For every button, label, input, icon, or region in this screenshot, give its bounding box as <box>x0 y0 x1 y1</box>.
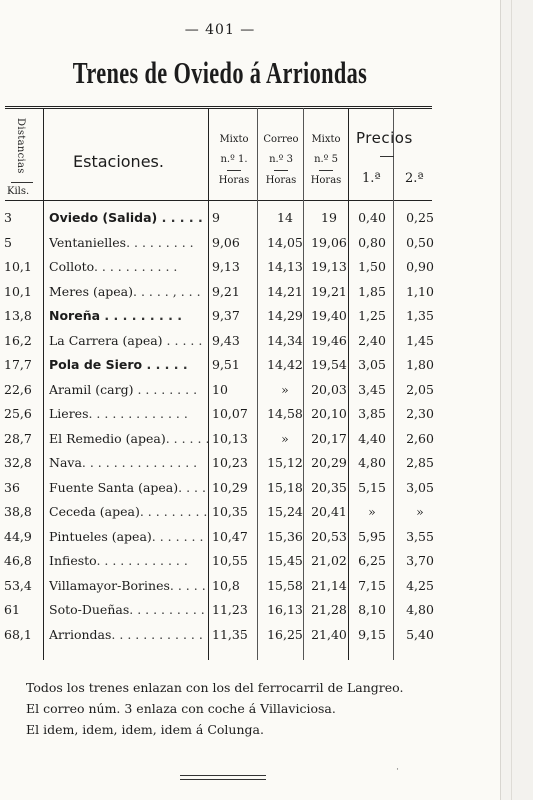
correo-3-time: 14,29 <box>267 308 303 323</box>
second-class-price: 0,25 <box>406 210 434 225</box>
correo-3-time: 14,34 <box>267 332 303 348</box>
station-name: Villamayor-Borines <box>49 577 170 593</box>
mixto-5-time: 20,29 <box>311 455 347 470</box>
distance-cell: 16,2 <box>4 332 32 348</box>
page-title: Trenes de Oviedo á Arriondas <box>72 55 368 90</box>
mixto-5-time: 20,10 <box>311 406 347 421</box>
leader-dots: . . . . . . . . . . . . <box>111 626 203 642</box>
footnote: El idem, idem, idem, idem á Colunga. <box>26 722 264 737</box>
station-cell <box>49 549 209 573</box>
correo-3-time: 16,13 <box>267 602 303 617</box>
correo-3-time: 15,45 <box>267 553 303 568</box>
table-row <box>0 402 500 426</box>
leader-dots: . . . . . . . . . . . . . . . <box>81 455 198 470</box>
correo-3-time: 14,05 <box>267 234 303 250</box>
table-row <box>0 451 500 475</box>
mixto-5-time: 19,13 <box>311 259 347 274</box>
first-class-price: 6,25 <box>358 553 386 568</box>
station-cell <box>49 525 209 549</box>
station-cell <box>49 402 209 426</box>
header-dash <box>319 170 333 171</box>
correo-3-time: 14 <box>277 210 293 225</box>
station-name: Infiesto <box>49 553 97 568</box>
first-class-price: 1,50 <box>358 259 386 274</box>
first-class-price: 3,45 <box>358 381 386 397</box>
leader-dots: . . . . . . . . . <box>104 308 182 323</box>
station-cell <box>49 353 209 377</box>
table-row <box>0 280 500 304</box>
station-name: Ceceda (apea) <box>49 504 140 519</box>
decorative-rule <box>180 775 266 780</box>
mixto-1-time: 9,37 <box>212 308 240 323</box>
leader-dots: . . . . . . . <box>151 528 204 544</box>
correo-3-time: 15,36 <box>267 528 303 544</box>
correo-3-time: 16,25 <box>267 626 303 642</box>
mixto-1-time: 9,21 <box>212 283 240 299</box>
first-class-price: 3,85 <box>358 406 386 421</box>
station-name: Pintueles (apea) <box>49 528 152 544</box>
mixto-5-time: 19,21 <box>311 283 347 299</box>
mixto-5-time: 21,40 <box>311 626 347 642</box>
leader-dots: . . . . . . . . . <box>139 504 208 519</box>
first-class-price: 5,95 <box>358 528 386 544</box>
station-name: Soto-Dueñas <box>49 602 130 617</box>
mixto-1-time: 10,35 <box>212 504 248 519</box>
table-row <box>0 231 500 255</box>
leader-dots: . . . . . <box>166 332 203 348</box>
distance-cell: 44,9 <box>4 528 32 544</box>
second-class-price: » <box>416 504 424 519</box>
page-fold <box>511 0 512 800</box>
first-class-price: 2,40 <box>358 332 386 348</box>
station-cell <box>49 476 209 500</box>
station-cell <box>49 598 209 622</box>
station-name: Fuente Santa (apea) <box>49 479 179 495</box>
first-class-price: 5,15 <box>358 479 386 495</box>
correo-3-time: 15,18 <box>267 479 303 495</box>
station-cell <box>49 623 209 647</box>
mixto-1-time: 10,13 <box>212 430 248 446</box>
table-header-rule <box>5 200 432 201</box>
train-unit: Horas <box>218 175 250 186</box>
station-cell <box>49 280 209 304</box>
second-class-header: 2.ª <box>405 171 424 186</box>
table-row <box>0 304 500 328</box>
distance-cell: 10,1 <box>4 283 32 299</box>
mixto-5-time: 20,53 <box>311 528 347 544</box>
distance-cell: 25,6 <box>4 406 32 421</box>
mixto-5-time: 19,06 <box>311 234 347 250</box>
station-cell <box>49 451 209 475</box>
distance-cell: 32,8 <box>4 455 32 470</box>
station-name: Meres (apea) <box>49 283 134 299</box>
correo-3-time: » <box>281 381 289 397</box>
correo-3-time: 14,21 <box>267 283 303 299</box>
correo-3-time: 15,24 <box>267 504 303 519</box>
mixto-1-time: 10,8 <box>212 577 240 593</box>
mixto-1-time: 9 <box>212 210 220 225</box>
train-unit: Horas <box>310 175 342 186</box>
leader-dots: . . . . . <box>146 357 188 372</box>
train-number: n.º 1. <box>220 154 248 165</box>
second-class-price: 1,10 <box>406 283 434 299</box>
station-cell <box>49 500 209 524</box>
stations-header: Estaciones. <box>73 152 164 171</box>
station-cell <box>49 304 209 328</box>
train-header-mixto-1 <box>211 130 257 191</box>
mixto-5-time: 19 <box>321 210 337 225</box>
station-name: Oviedo (Salida) <box>49 210 158 225</box>
table-row <box>0 255 500 279</box>
first-class-price: 4,80 <box>358 455 386 470</box>
table-top-rule <box>5 106 432 109</box>
station-cell <box>49 378 209 402</box>
second-class-price: 2,60 <box>406 430 434 446</box>
table-row <box>0 427 500 451</box>
first-class-price: 8,10 <box>358 602 386 617</box>
mixto-1-time: 10,55 <box>212 553 248 568</box>
mixto-5-time: 19,54 <box>311 357 347 372</box>
leader-dots: . . . . . . . . . . . . <box>96 553 188 568</box>
second-class-price: 0,50 <box>406 234 434 250</box>
first-class-price: 4,40 <box>358 430 386 446</box>
station-name: Colloto <box>49 259 94 274</box>
mixto-1-time: 10 <box>212 381 228 397</box>
train-unit: Horas <box>265 175 297 186</box>
train-name: Correo <box>263 134 299 145</box>
second-class-price: 4,25 <box>406 577 434 593</box>
kils-label: Kils. <box>7 186 30 197</box>
station-cell <box>49 574 209 598</box>
leader-dots: . . . . . , . . . <box>133 283 201 299</box>
mixto-1-time: 9,51 <box>212 357 240 372</box>
train-number: n.º 5 <box>314 154 338 165</box>
station-cell <box>49 206 209 230</box>
table-row <box>0 549 500 573</box>
second-class-price: 4,80 <box>406 602 434 617</box>
train-number: n.º 3 <box>269 154 293 165</box>
mixto-1-time: 11,23 <box>212 602 248 617</box>
mixto-5-time: 20,41 <box>311 504 347 519</box>
leader-dots: . . . . <box>178 479 206 495</box>
leader-dots: . . . . . . <box>165 430 209 446</box>
distance-cell: 61 <box>4 602 20 617</box>
train-name: Mixto <box>219 134 249 145</box>
first-class-header: 1.ª <box>362 171 381 186</box>
footnotes <box>26 677 403 740</box>
mixto-5-time: 21,28 <box>311 602 347 617</box>
station-name: Arriondas <box>49 626 112 642</box>
second-class-price: 1,35 <box>406 308 434 323</box>
first-class-price: 1,85 <box>358 283 386 299</box>
leader-dots: . . . . . <box>169 577 206 593</box>
correo-3-time: 15,12 <box>267 455 303 470</box>
mixto-1-time: 10,47 <box>212 528 248 544</box>
adjacent-page-edge <box>500 0 533 800</box>
mixto-1-time: 9,43 <box>212 332 240 348</box>
distance-cell: 5 <box>4 234 12 250</box>
leader-dots: . . . . . . . . . . . . . <box>88 406 188 421</box>
table-row <box>0 206 500 230</box>
correo-3-time: 14,42 <box>267 357 303 372</box>
table-row <box>0 329 500 353</box>
station-cell <box>49 427 209 451</box>
distance-cell: 46,8 <box>4 553 32 568</box>
distance-cell: 38,8 <box>4 504 32 519</box>
mixto-1-time: 10,07 <box>212 406 248 421</box>
second-class-price: 3,05 <box>406 479 434 495</box>
first-class-price: 7,15 <box>358 577 386 593</box>
first-class-price: 9,15 <box>358 626 386 642</box>
leader-dots: . . . . . . . . . . <box>129 602 205 617</box>
correo-3-time: 14,13 <box>267 259 303 274</box>
second-class-price: 2,05 <box>406 381 434 397</box>
first-class-price: 1,25 <box>358 308 386 323</box>
first-class-price: » <box>368 504 376 519</box>
mixto-1-time: 10,29 <box>212 479 248 495</box>
train-header-correo-3 <box>258 130 304 191</box>
footnote: Todos los trenes enlazan con los del ferrocarril de Langreo. <box>26 680 404 695</box>
first-class-price: 0,80 <box>358 234 386 250</box>
header-dash <box>227 170 241 171</box>
table-row <box>0 574 500 598</box>
second-class-price: 1,45 <box>406 332 434 348</box>
station-cell <box>49 231 209 255</box>
distance-cell: 3 <box>4 210 12 225</box>
table-row <box>0 500 500 524</box>
print-mark: ˙ <box>395 768 400 779</box>
mixto-5-time: 19,46 <box>311 332 347 348</box>
table-row <box>0 623 500 647</box>
distance-cell: 22,6 <box>4 381 32 397</box>
mixto-1-time: 9,06 <box>212 234 240 250</box>
distance-cell: 13,8 <box>4 308 32 323</box>
second-class-price: 0,90 <box>406 259 434 274</box>
mixto-5-time: 21,14 <box>311 577 347 593</box>
correo-3-time: 14,58 <box>267 406 303 421</box>
header-dash <box>274 170 288 171</box>
prices-header: Precios <box>356 129 413 147</box>
station-cell <box>49 329 209 353</box>
mixto-5-time: 20,35 <box>311 479 347 495</box>
second-class-price: 2,85 <box>406 455 434 470</box>
station-name: Ventanielles <box>49 234 127 250</box>
header-dash <box>380 156 394 157</box>
distance-cell: 10,1 <box>4 259 32 274</box>
second-class-price: 3,55 <box>406 528 434 544</box>
footnote: El correo núm. 3 enlaza con coche á Villaviciosa. <box>26 701 336 716</box>
distance-cell: 36 <box>4 479 20 495</box>
station-name: Aramil (carg) <box>49 381 134 397</box>
table-row <box>0 378 500 402</box>
train-header-mixto-5 <box>303 130 349 191</box>
distance-cell: 68,1 <box>4 626 32 642</box>
correo-3-time: 15,58 <box>267 577 303 593</box>
mixto-5-time: 21,02 <box>311 553 347 568</box>
second-class-price: 2,30 <box>406 406 434 421</box>
station-name: Lieres <box>49 406 89 421</box>
first-class-price: 3,05 <box>358 357 386 372</box>
first-class-price: 0,40 <box>358 210 386 225</box>
station-name: Pola de Siero <box>49 357 143 372</box>
mixto-1-time: 11,35 <box>212 626 248 642</box>
table-row <box>0 353 500 377</box>
mixto-5-time: 20,17 <box>311 430 347 446</box>
correo-3-time: » <box>281 430 289 446</box>
distance-cell: 53,4 <box>4 577 32 593</box>
second-class-price: 1,80 <box>406 357 434 372</box>
second-class-price: 5,40 <box>406 626 434 642</box>
leader-dots: . . . . . <box>161 210 203 225</box>
table-row <box>0 476 500 500</box>
leader-dots: . . . . . . . . . . . <box>93 259 178 274</box>
station-name: El Remedio (apea) <box>49 430 166 446</box>
mixto-1-time: 10,23 <box>212 455 248 470</box>
distance-header <box>7 118 37 200</box>
distancias-label: Distancias <box>15 118 26 174</box>
leader-dots: . . . . . . . . <box>137 381 198 397</box>
mixto-1-time: 9,13 <box>212 259 240 274</box>
distance-cell: 28,7 <box>4 430 32 446</box>
second-class-price: 3,70 <box>406 553 434 568</box>
leader-dots: . . . . . . . . . <box>126 234 194 250</box>
table-row <box>0 525 500 549</box>
table-row <box>0 598 500 622</box>
train-name: Mixto <box>311 134 341 145</box>
header-bar <box>11 182 33 183</box>
mixto-5-time: 19,40 <box>311 308 347 323</box>
page-number: — 401 — <box>184 22 256 38</box>
station-cell <box>49 255 209 279</box>
mixto-5-time: 20,03 <box>311 381 347 397</box>
station-name: Noreña <box>49 308 101 323</box>
station-name: La Carrera (apea) <box>49 332 163 348</box>
station-name: Nava <box>49 455 82 470</box>
distance-cell: 17,7 <box>4 357 32 372</box>
